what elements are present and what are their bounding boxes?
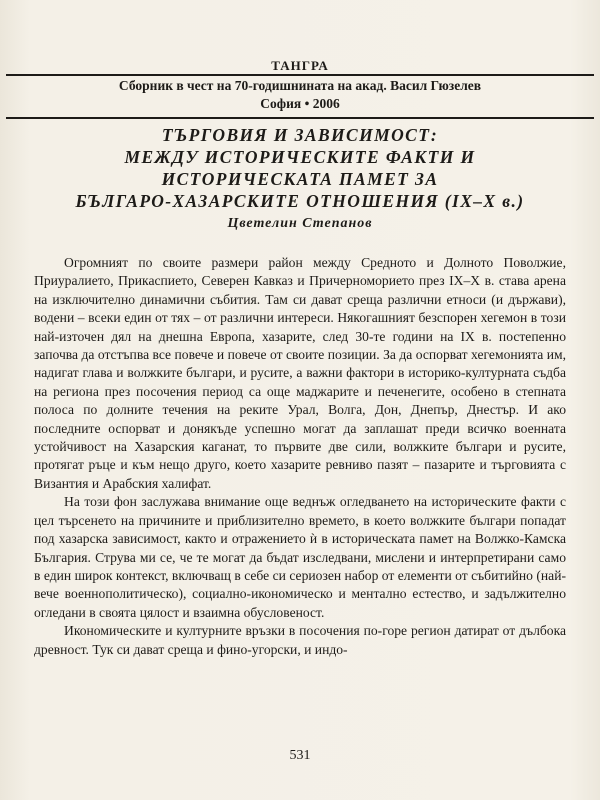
series-title: ТАНГРА xyxy=(271,58,329,73)
article-title-line: МЕЖДУ ИСТОРИЧЕСКИТЕ ФАКТИ И xyxy=(124,147,476,167)
page-number: 531 xyxy=(289,748,311,763)
body-paragraph: Икономическите и културните връзки в посочения по-горе регион датират от дълбока древност. Тук си дават среща и фино-угорски, и индо- xyxy=(34,623,566,657)
article-title xyxy=(60,124,540,212)
article-title-line: ТЪРГОВИЯ И ЗАВИСИМОСТ: xyxy=(161,125,439,145)
article-body xyxy=(34,254,566,659)
article-title-line: БЪЛГАРО-ХАЗАРСКИТЕ ОТНОШЕНИЯ (IX–X в.) xyxy=(75,191,525,211)
body-paragraph: Огромният по своите размери район между Средното и Долното Поволжие, Приуралието, Прикаспието, Северен Кавказ и Причерноморието през IX–X в. става арена на изключително динамични събития. Там си дават среща различни етноси (и държави), водени – всеки един от тях – от различни интереси. Някогашният безспорен хегемон в този най-източен дял на днешна Европа, хазарите, след 30-те години на IX в. постепенно започва да отстъпва все повече и повече от своите позиции. За да оспорват хегемонията им, надигат глава и волжките българи, и русите, а важни фактори в историко-културната съдба на региона през посочения период са още маджарите и печенегите, особено в степната полоса по долните течения на реките Урал, Волга, Дон, Днепър, Днестър. И ако последните оспорват и донякъде успешно могат да заплашат преди всичко военната устойчивост на Хазарския каганат, то първите две сили, волжките българи и русите, протягат ръце и към нещо друго, което хазарите ревниво пазят – пазарите и търговията с Византия и Арабския халифат. xyxy=(34,255,566,491)
article-title-line: ИСТОРИЧЕСКАТА ПАМЕТ ЗА xyxy=(161,169,439,189)
article-author: Цветелин Степанов xyxy=(227,216,373,231)
header-rule-top xyxy=(6,74,594,76)
publication-place-year: София • 2006 xyxy=(260,96,340,111)
body-paragraph: На този фон заслужава внимание още веднъж огледването на историческите факти с цел търсенето на причините и приблизително времето, в което волжките българи попадат под хазарска зависимост, както и отражението ѝ в историческата памет на Волжко-Камска България. Струва ми се, че те могат да бъдат изследвани, мислени и интерпретирани само в един широк контекст, включващ в себе си сериозен набор от елементи от събитийно (най-вече военнополитическо), социално-икономическо и ментално естество, и задължително огледани в своята цялост и взаимна обусловеност. xyxy=(34,494,566,620)
header-rule-bottom xyxy=(6,117,594,119)
collection-title: Сборник в чест на 70-годишнината на акад. Васил Гюзелев xyxy=(118,78,482,93)
